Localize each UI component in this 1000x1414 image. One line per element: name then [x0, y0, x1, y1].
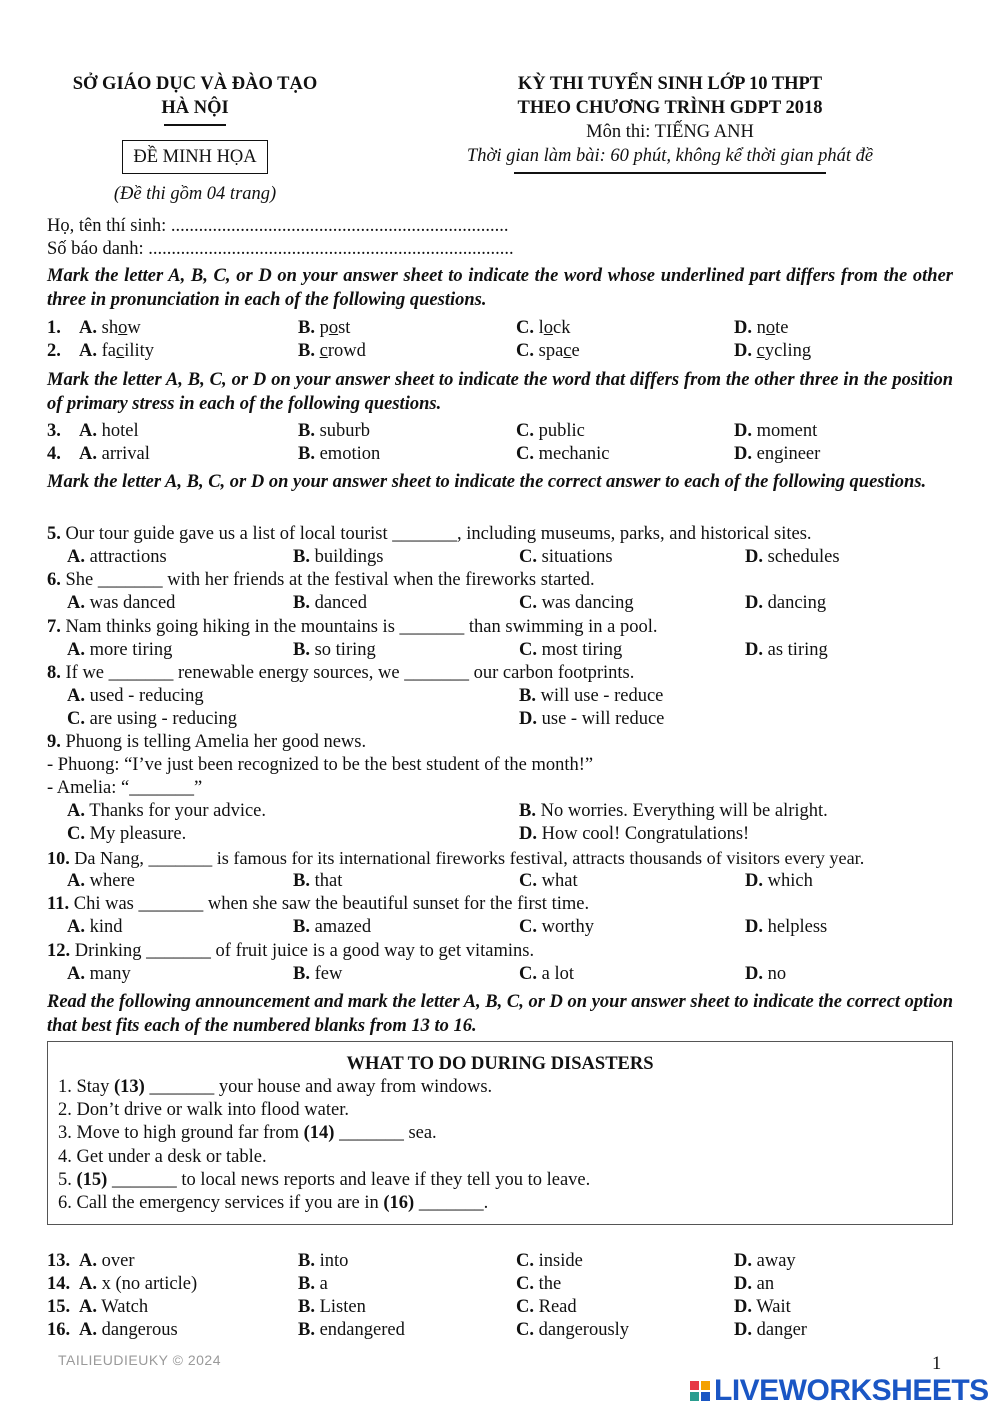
- option-b[interactable]: B. buildings: [293, 547, 384, 567]
- announcement-item-2: 2. Don’t drive or walk into flood water.: [58, 1100, 349, 1121]
- option-b[interactable]: B. emotion: [298, 444, 381, 464]
- option-d[interactable]: D. helpless: [745, 917, 828, 937]
- question-6-options: [47, 592, 953, 615]
- option-a[interactable]: A. Thanks for your advice.: [67, 801, 267, 821]
- option-d[interactable]: D. schedules: [745, 547, 840, 567]
- question-number: 14.: [47, 1274, 71, 1294]
- question-8-options-row2: [47, 708, 953, 731]
- option-a[interactable]: A. many: [67, 964, 131, 984]
- option-c[interactable]: C. situations: [519, 547, 613, 567]
- question-11-options: [47, 916, 953, 939]
- question-10-stem: 10. Da Nang, _______ is famous for its international fireworks festival, attracts thousands of visitors every year.: [47, 848, 865, 868]
- option-b[interactable]: B. endangered: [298, 1320, 405, 1340]
- option-d[interactable]: D. moment: [734, 421, 818, 441]
- question-3: [47, 420, 953, 443]
- option-b[interactable]: B. a: [298, 1274, 328, 1294]
- option-a[interactable]: A. over: [79, 1251, 135, 1271]
- question-2: [47, 340, 953, 363]
- option-b[interactable]: B. Listen: [298, 1297, 366, 1317]
- option-a[interactable]: A. Watch: [79, 1297, 149, 1317]
- option-a[interactable]: A. x (no article): [79, 1274, 198, 1294]
- exam-title-line2: THEO CHƯƠNG TRÌNH GDPT 2018: [517, 98, 823, 118]
- option-a[interactable]: A. hotel: [79, 421, 139, 441]
- option-a[interactable]: A. attractions: [67, 547, 167, 567]
- question-number: 16.: [47, 1320, 71, 1340]
- option-b[interactable]: B. suburb: [298, 421, 370, 441]
- question-9-dialogue-amelia: - Amelia: “_______”: [47, 778, 203, 798]
- question-number: 2.: [47, 341, 61, 361]
- option-c[interactable]: C. the: [516, 1274, 562, 1294]
- question-15: [47, 1296, 953, 1319]
- question-12-stem: 12. Drinking _______ of fruit juice is a good way to get vitamins.: [47, 941, 535, 961]
- option-b[interactable]: B. post: [298, 318, 351, 338]
- page-count: (Đề thi gồm 04 trang): [113, 184, 277, 204]
- question-9-options-row1: [47, 800, 953, 823]
- option-c[interactable]: C. most tiring: [519, 640, 623, 660]
- option-d[interactable]: D. no: [745, 964, 787, 984]
- department-line2: HÀ NỘI: [161, 98, 229, 118]
- exam-type-box: ĐỀ MINH HỌA: [122, 140, 267, 174]
- instruction-reading: Read the following announcement and mark the letter A, B, C, or D on your answer sheet to indicate the correct option that best fits each of the numbered blanks from 13 to 16.: [47, 992, 953, 1036]
- question-number: 4.: [47, 444, 61, 464]
- option-c[interactable]: C. are using - reducing: [67, 709, 238, 729]
- department-line1: SỞ GIÁO DỤC VÀ ĐÀO TẠO: [72, 74, 318, 94]
- question-7-options: [47, 639, 953, 662]
- option-a[interactable]: A. kind: [67, 917, 123, 937]
- option-d[interactable]: D. as tiring: [745, 640, 828, 660]
- question-number: 15.: [47, 1297, 71, 1317]
- option-c[interactable]: C. worthy: [519, 917, 595, 937]
- question-9-stem: 9. Phuong is telling Amelia her good news.: [47, 732, 367, 752]
- question-number: 3.: [47, 421, 61, 441]
- option-a[interactable]: A. used - reducing: [67, 686, 204, 706]
- option-d[interactable]: D. use - will reduce: [519, 709, 665, 729]
- option-c[interactable]: C. lock: [516, 318, 571, 338]
- question-5-options: [47, 546, 953, 569]
- option-c[interactable]: C. public: [516, 421, 585, 441]
- option-b[interactable]: B. crowd: [298, 341, 366, 361]
- option-d[interactable]: D. dancing: [745, 593, 827, 613]
- option-c[interactable]: C. what: [519, 871, 578, 891]
- exam-subject: Môn thi: TIẾNG ANH: [586, 122, 754, 142]
- question-7-stem: 7. Nam thinks going hiking in the mountains is _______ than swimming in a pool.: [47, 617, 658, 637]
- option-d[interactable]: D. which: [745, 871, 813, 891]
- announcement-item-5: 5. (15) _______ to local news reports and leave if they tell you to leave.: [58, 1169, 591, 1190]
- option-b[interactable]: B. danced: [293, 593, 367, 613]
- header-right-divider: [514, 172, 826, 174]
- header-right: [400, 72, 940, 174]
- question-11-stem: 11. Chi was _______ when she saw the beautiful sunset for the first time.: [47, 894, 590, 914]
- option-b[interactable]: B. so tiring: [293, 640, 376, 660]
- option-a[interactable]: A. dangerous: [79, 1320, 178, 1340]
- question-6-stem: 6. She _______ with her friends at the festival when the fireworks started.: [47, 570, 595, 590]
- option-d[interactable]: D. cycling: [734, 341, 812, 361]
- option-c[interactable]: C. a lot: [519, 964, 574, 984]
- option-d[interactable]: D. away: [734, 1251, 796, 1271]
- option-b[interactable]: B. amazed: [293, 917, 372, 937]
- question-number: 13.: [47, 1251, 71, 1271]
- header-left: [40, 72, 350, 206]
- option-d[interactable]: D. danger: [734, 1320, 807, 1340]
- option-c[interactable]: C. was dancing: [519, 593, 634, 613]
- question-9-dialogue-phuong: - Phuong: “I’ve just been recognized to be the best student of the month!”: [47, 755, 594, 775]
- option-d[interactable]: D. How cool! Congratulations!: [519, 824, 750, 844]
- option-b[interactable]: B. few: [293, 964, 343, 984]
- question-4: [47, 443, 953, 466]
- question-9-options-row2: [47, 823, 953, 846]
- liveworksheets-logo[interactable]: [690, 1374, 989, 1408]
- option-d[interactable]: D. engineer: [734, 444, 821, 464]
- watermark: TAILIEUDIEUKY © 2024: [58, 1352, 221, 1368]
- announcement-item-3: 3. Move to high ground far from (14) _______ sea.: [58, 1123, 437, 1144]
- option-a[interactable]: A. arrival: [79, 444, 150, 464]
- question-14: [47, 1273, 953, 1296]
- option-a[interactable]: A. was danced: [67, 593, 176, 613]
- option-b[interactable]: B. will use - reduce: [519, 686, 664, 706]
- question-number: 1.: [47, 318, 61, 338]
- question-5-stem: 5. Our tour guide gave us a list of local tourist _______, including museums, parks, and historical sites.: [47, 524, 812, 544]
- option-a[interactable]: A. where: [67, 871, 135, 891]
- option-c[interactable]: C. inside: [516, 1251, 583, 1271]
- announcement-item-1: 1. Stay (13) _______ your house and away from windows.: [58, 1077, 493, 1097]
- question-8-options-row1: [47, 685, 953, 708]
- option-a[interactable]: A. more tiring: [67, 640, 173, 660]
- option-d[interactable]: D. note: [734, 318, 789, 338]
- announcement-box: [47, 1041, 953, 1225]
- question-13: [47, 1250, 953, 1273]
- question-12-options: [47, 963, 953, 986]
- option-c[interactable]: C. My pleasure.: [67, 824, 187, 844]
- option-c[interactable]: C. mechanic: [516, 444, 610, 464]
- option-b[interactable]: B. that: [293, 871, 343, 891]
- candidate-id-field[interactable]: Số báo danh: ...............................................................................: [47, 239, 514, 259]
- option-c[interactable]: C. dangerously: [516, 1320, 630, 1340]
- option-c[interactable]: C. Read: [516, 1297, 577, 1317]
- option-c[interactable]: C. space: [516, 341, 580, 361]
- exam-time: Thời gian làm bài: 60 phút, không kể thời gian phát đề: [466, 146, 874, 166]
- option-b[interactable]: B. into: [298, 1251, 349, 1271]
- option-b[interactable]: B. No worries. Everything will be alright.: [519, 801, 828, 821]
- option-d[interactable]: D. Wait: [734, 1297, 791, 1317]
- option-a[interactable]: A. show: [79, 318, 141, 338]
- question-1: [47, 317, 953, 340]
- instruction-stress: Mark the letter A, B, C, or D on your answer sheet to indicate the word that differs from the other three in the position of primary stress in each of the following questions.: [47, 370, 953, 414]
- instruction-pronunciation: Mark the letter A, B, C, or D on your answer sheet to indicate the word whose underlined part differs from the other three in pronunciation in each of the following questions.: [47, 266, 953, 310]
- exam-title-line1: KỲ THI TUYỂN SINH LỚP 10 THPT: [517, 74, 823, 94]
- option-a[interactable]: A. facility: [79, 341, 155, 361]
- page-number: 1: [932, 1354, 942, 1374]
- header-divider: [164, 124, 226, 126]
- option-d[interactable]: D. an: [734, 1274, 775, 1294]
- candidate-name-field[interactable]: Họ, tên thí sinh: .........................................................................: [47, 216, 509, 236]
- logo-icon: [690, 1381, 710, 1401]
- question-8-stem: 8. If we _______ renewable energy sources, we _______ our carbon footprints.: [47, 663, 635, 683]
- announcement-item-6: 6. Call the emergency services if you are in (16) _______.: [58, 1193, 489, 1214]
- question-16: [47, 1319, 953, 1342]
- question-10-options: [47, 870, 953, 893]
- announcement-title: WHAT TO DO DURING DISASTERS: [346, 1054, 654, 1074]
- instruction-correct-answer: Mark the letter A, B, C, or D on your answer sheet to indicate the correct answer to each of the following questions.: [47, 472, 927, 492]
- logo-text: LIVEWORKSHEETS: [714, 1374, 989, 1407]
- announcement-item-4: 4. Get under a desk or table.: [58, 1146, 267, 1167]
